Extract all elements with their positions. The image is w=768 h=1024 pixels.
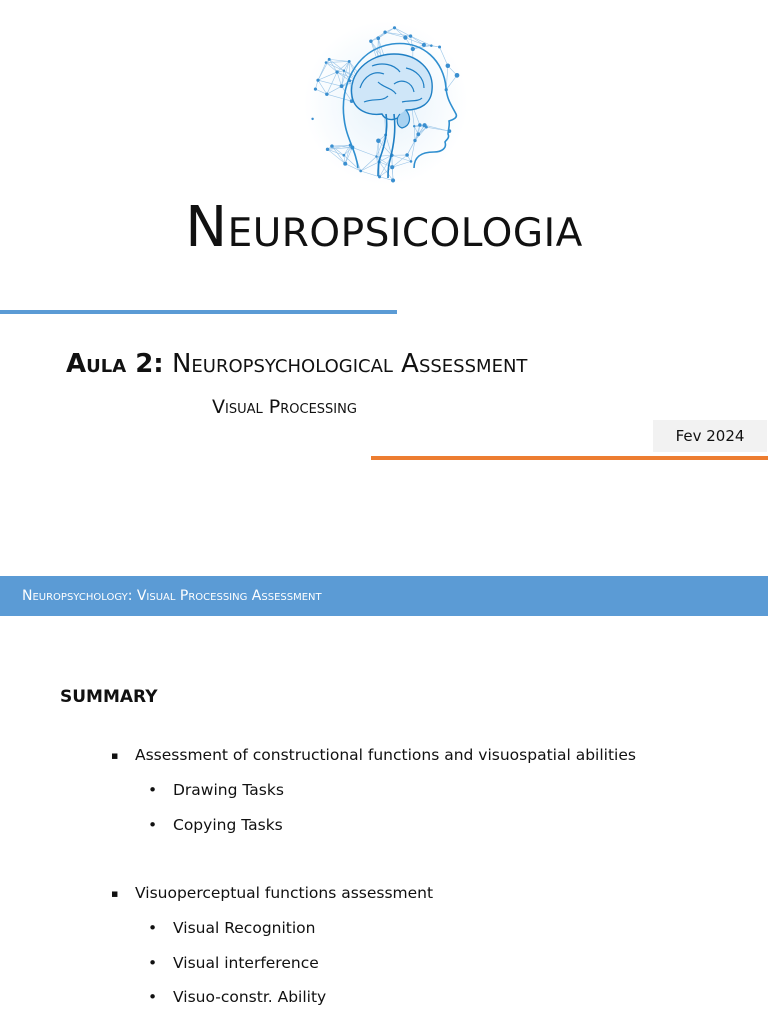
round-bullet-icon: • (148, 816, 158, 834)
section-label: Visuoperceptual functions assessment (135, 884, 434, 902)
summary-section-constructional (111, 743, 636, 768)
item-label: Visual Recognition (173, 919, 316, 937)
brain-network-head-icon (302, 18, 470, 188)
item-label: Visuo-constr. Ability (173, 988, 327, 1006)
square-bullet-icon: ▪ (111, 749, 119, 762)
slide-header-bar (0, 576, 768, 616)
lesson-title: Neuropsychological Assessment (171, 349, 528, 379)
presentation-title: Neuropsicologia (185, 195, 583, 260)
summary-item-drawing-tasks (148, 778, 284, 802)
round-bullet-icon: • (148, 919, 158, 937)
summary-item-copying-tasks (148, 813, 283, 837)
summary-item-visual-interference (148, 951, 319, 975)
summary-item-visual-recognition (148, 916, 315, 940)
square-bullet-icon: ▪ (111, 887, 119, 900)
date-divider-orange (371, 456, 768, 460)
round-bullet-icon: • (148, 988, 158, 1006)
round-bullet-icon: • (148, 954, 158, 972)
slide-header-title: Neuropsychology: Visual Processing Assessment (22, 588, 322, 604)
lesson-heading (66, 346, 766, 382)
summary-section-visuoperceptual (111, 881, 433, 906)
item-label: Copying Tasks (173, 816, 283, 834)
title-divider-blue (0, 310, 397, 314)
section-label: Assessment of constructional functions and visuospatial abilities (135, 746, 636, 764)
item-label: Visual interference (173, 954, 319, 972)
summary-heading: SUMMARY (60, 687, 158, 707)
item-label: Drawing Tasks (173, 781, 284, 799)
lesson-subtitle: Visual Processing (212, 396, 357, 418)
summary-item-visuo-constr-ability (148, 985, 326, 1009)
lesson-number: Aula 2: (66, 349, 164, 379)
date-badge: Fev 2024 (653, 420, 767, 452)
round-bullet-icon: • (148, 781, 158, 799)
